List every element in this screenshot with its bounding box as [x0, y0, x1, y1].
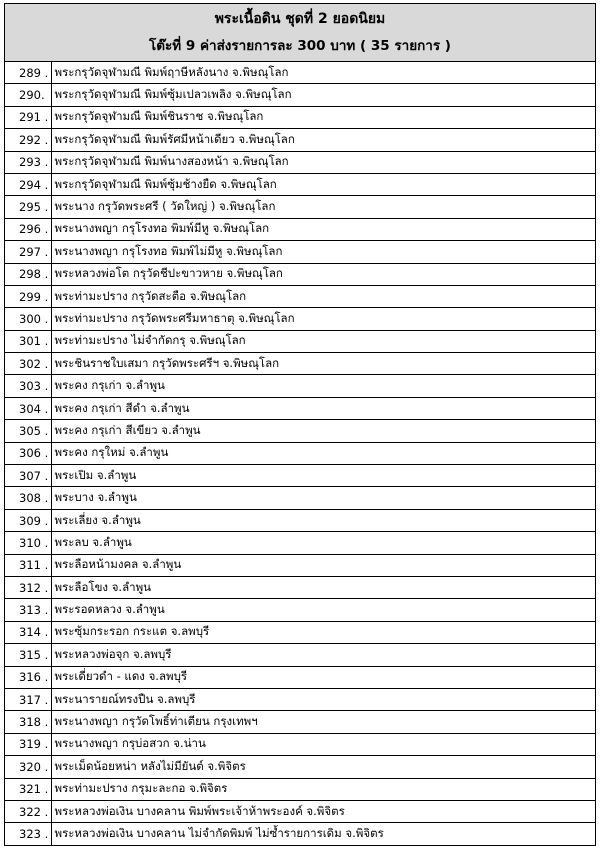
- item-number: 323 .: [5, 823, 51, 845]
- table-row: [5, 308, 595, 330]
- item-number: 311 .: [5, 554, 51, 576]
- item-name: พระกรุวัดจุฬามณี พิมพ์รัศมีหน้าเดียว จ.พิษณุโลก: [51, 129, 595, 151]
- item-number: 321 .: [5, 778, 51, 800]
- item-name: พระคง กรุเก่า จ.ลำพูน: [51, 375, 595, 397]
- table-row: [5, 442, 595, 464]
- table-row: [5, 688, 595, 710]
- item-number: 301 .: [5, 330, 51, 352]
- items-table: [5, 62, 595, 845]
- item-name: พระลบ จ.ลำพูน: [51, 532, 595, 554]
- table-row: [5, 532, 595, 554]
- table-row: [5, 420, 595, 442]
- item-name: พระชินราชใบเสมา กรุวัดพระศรีฯ จ.พิษณุโลก: [51, 353, 595, 375]
- item-number: 292 .: [5, 129, 51, 151]
- table-row: [5, 397, 595, 419]
- item-number: 320 .: [5, 756, 51, 778]
- item-number: 318 .: [5, 711, 51, 733]
- table-row: [5, 576, 595, 598]
- item-number: 315 .: [5, 644, 51, 666]
- item-number: 309 .: [5, 509, 51, 531]
- item-name: พระนารายณ์ทรงปืน จ.ลพบุรี: [51, 688, 595, 710]
- table-row: [5, 218, 595, 240]
- page-title: พระเนื้อดิน ชุดที่ 2 ยอดนิยม: [214, 11, 386, 27]
- table-row: [5, 106, 595, 128]
- item-name: พระลือหน้ามงคล จ.ลำพูน: [51, 554, 595, 576]
- table-row: [5, 823, 595, 845]
- table-row: [5, 465, 595, 487]
- item-number: 310 .: [5, 532, 51, 554]
- item-name: พระลือโขง จ.ลำพูน: [51, 576, 595, 598]
- item-name: พระกรุวัดจุฬามณี พิมพ์นางสองหน้า จ.พิษณุโลก: [51, 151, 595, 173]
- item-name: พระหลวงพ่อโต กรุวัดชีปะขาวหาย จ.พิษณุโลก: [51, 263, 595, 285]
- table-row: [5, 778, 595, 800]
- item-number: 296 .: [5, 218, 51, 240]
- item-name: พระเม็ดน้อยหน่า หลังไม่มียันต์ จ.พิจิตร: [51, 756, 595, 778]
- table-row: [5, 353, 595, 375]
- item-name: พระท่ามะปราง กรุวัดพระศรีมหาธาตุ จ.พิษณุโลก: [51, 308, 595, 330]
- table-row: [5, 554, 595, 576]
- item-name: พระหลวงพ่อเงิน บางคลาน พิมพ์พระเจ้าห้าพระองค์ จ.พิจิตร: [51, 800, 595, 822]
- item-name: พระคง กรุใหม่ จ.ลำพูน: [51, 442, 595, 464]
- item-number: 291 .: [5, 106, 51, 128]
- item-number: 300 .: [5, 308, 51, 330]
- item-number: 293 .: [5, 151, 51, 173]
- table-row: [5, 84, 595, 106]
- table-row: [5, 263, 595, 285]
- item-number: 312 .: [5, 576, 51, 598]
- table-row: [5, 711, 595, 733]
- item-number: 307 .: [5, 465, 51, 487]
- table-row: [5, 621, 595, 643]
- table-row: [5, 241, 595, 263]
- item-name: พระรอดหลวง จ.ลำพูน: [51, 599, 595, 621]
- item-number: 294 .: [5, 173, 51, 195]
- item-number: 303 .: [5, 375, 51, 397]
- item-number: 304 .: [5, 397, 51, 419]
- item-number: 297 .: [5, 241, 51, 263]
- table-row: [5, 644, 595, 666]
- item-name: พระท่ามะปราง กรุมะละกอ จ.พิจิตร: [51, 778, 595, 800]
- item-name: พระกรุวัดจุฬามณี พิมพ์ชินราช จ.พิษณุโลก: [51, 106, 595, 128]
- item-name: พระหลวงพ่อจุก จ.ลพบุรี: [51, 644, 595, 666]
- table-row: [5, 800, 595, 822]
- table-row: [5, 196, 595, 218]
- item-name: พระกรุวัดจุฬามณี พิมพ์ซุ้มเปลวเพลิง จ.พิษณุโลก: [51, 84, 595, 106]
- table-row: [5, 151, 595, 173]
- item-name: พระคง กรุเก่า สีดำ จ.ลำพูน: [51, 397, 595, 419]
- item-number: 302 .: [5, 353, 51, 375]
- table-row: [5, 487, 595, 509]
- table-row: [5, 129, 595, 151]
- table-row: [5, 756, 595, 778]
- item-number: 295 .: [5, 196, 51, 218]
- item-number: 298 .: [5, 263, 51, 285]
- item-number: 316 .: [5, 666, 51, 688]
- item-number: 290.: [5, 84, 51, 106]
- item-number: 314 .: [5, 621, 51, 643]
- item-name: พระซุ้มกระรอก กระแต จ.ลพบุรี: [51, 621, 595, 643]
- item-name: พระท่ามะปราง ไม่จำกัดกรุ จ.พิษณุโลก: [51, 330, 595, 352]
- item-number: 313 .: [5, 599, 51, 621]
- item-name: พระบาง จ.ลำพูน: [51, 487, 595, 509]
- item-name: พระท่ามะปราง กรุวัดสะตือ จ.พิษณุโลก: [51, 285, 595, 307]
- item-number: 305 .: [5, 420, 51, 442]
- table-row: [5, 375, 595, 397]
- table-row: [5, 599, 595, 621]
- page-subtitle: โต๊ะที่ 9 ค่าส่งรายการละ 300 บาท ( 35 รายการ ): [149, 38, 451, 54]
- table-row: [5, 330, 595, 352]
- table-header: [5, 4, 595, 62]
- item-name: พระกรุวัดจุฬามณี พิมพ์ซุ้มช้างยืด จ.พิษณุโลก: [51, 173, 595, 195]
- item-name: พระนางพญา กรุบ่อสวก จ.น่าน: [51, 733, 595, 755]
- item-number: 308 .: [5, 487, 51, 509]
- item-number: 299 .: [5, 285, 51, 307]
- item-name: พระนางพญา กรุวัดโพธิ์ท่าเตียน กรุงเทพฯ: [51, 711, 595, 733]
- item-name: พระนาง กรุวัดพระศรี ( วัดใหญ่ ) จ.พิษณุโลก: [51, 196, 595, 218]
- item-name: พระคง กรุเก่า สีเขียว จ.ลำพูน: [51, 420, 595, 442]
- table-row: [5, 285, 595, 307]
- item-name: พระนางพญา กรุโรงทอ พิมพ์มีหู จ.พิษณุโลก: [51, 218, 595, 240]
- item-number: 319 .: [5, 733, 51, 755]
- item-name: พระเดี่ยวดำ - แดง จ.ลพบุรี: [51, 666, 595, 688]
- item-number: 322 .: [5, 800, 51, 822]
- catalog-table: [4, 3, 596, 846]
- table-row: [5, 509, 595, 531]
- item-name: พระนางพญา กรุโรงทอ พิมพ์ไม่มีหู จ.พิษณุโลก: [51, 241, 595, 263]
- item-number: 317 .: [5, 688, 51, 710]
- item-name: พระหลวงพ่อเงิน บางคลาน ไม่จำกัดพิมพ์ ไม่ซ้ำรายการเดิม จ.พิจิตร: [54, 825, 384, 840]
- item-number: 289 .: [5, 62, 51, 84]
- item-name: พระเปิม จ.ลำพูน: [51, 465, 595, 487]
- item-name: พระเลี่ยง จ.ลำพูน: [51, 509, 595, 531]
- table-row: [5, 173, 595, 195]
- table-row: [5, 62, 595, 84]
- table-row: [5, 666, 595, 688]
- item-number: 306 .: [5, 442, 51, 464]
- table-row: [5, 733, 595, 755]
- item-name: พระกรุวัดจุฬามณี พิมพ์ฤาษีหลังนาง จ.พิษณุโลก: [51, 62, 595, 84]
